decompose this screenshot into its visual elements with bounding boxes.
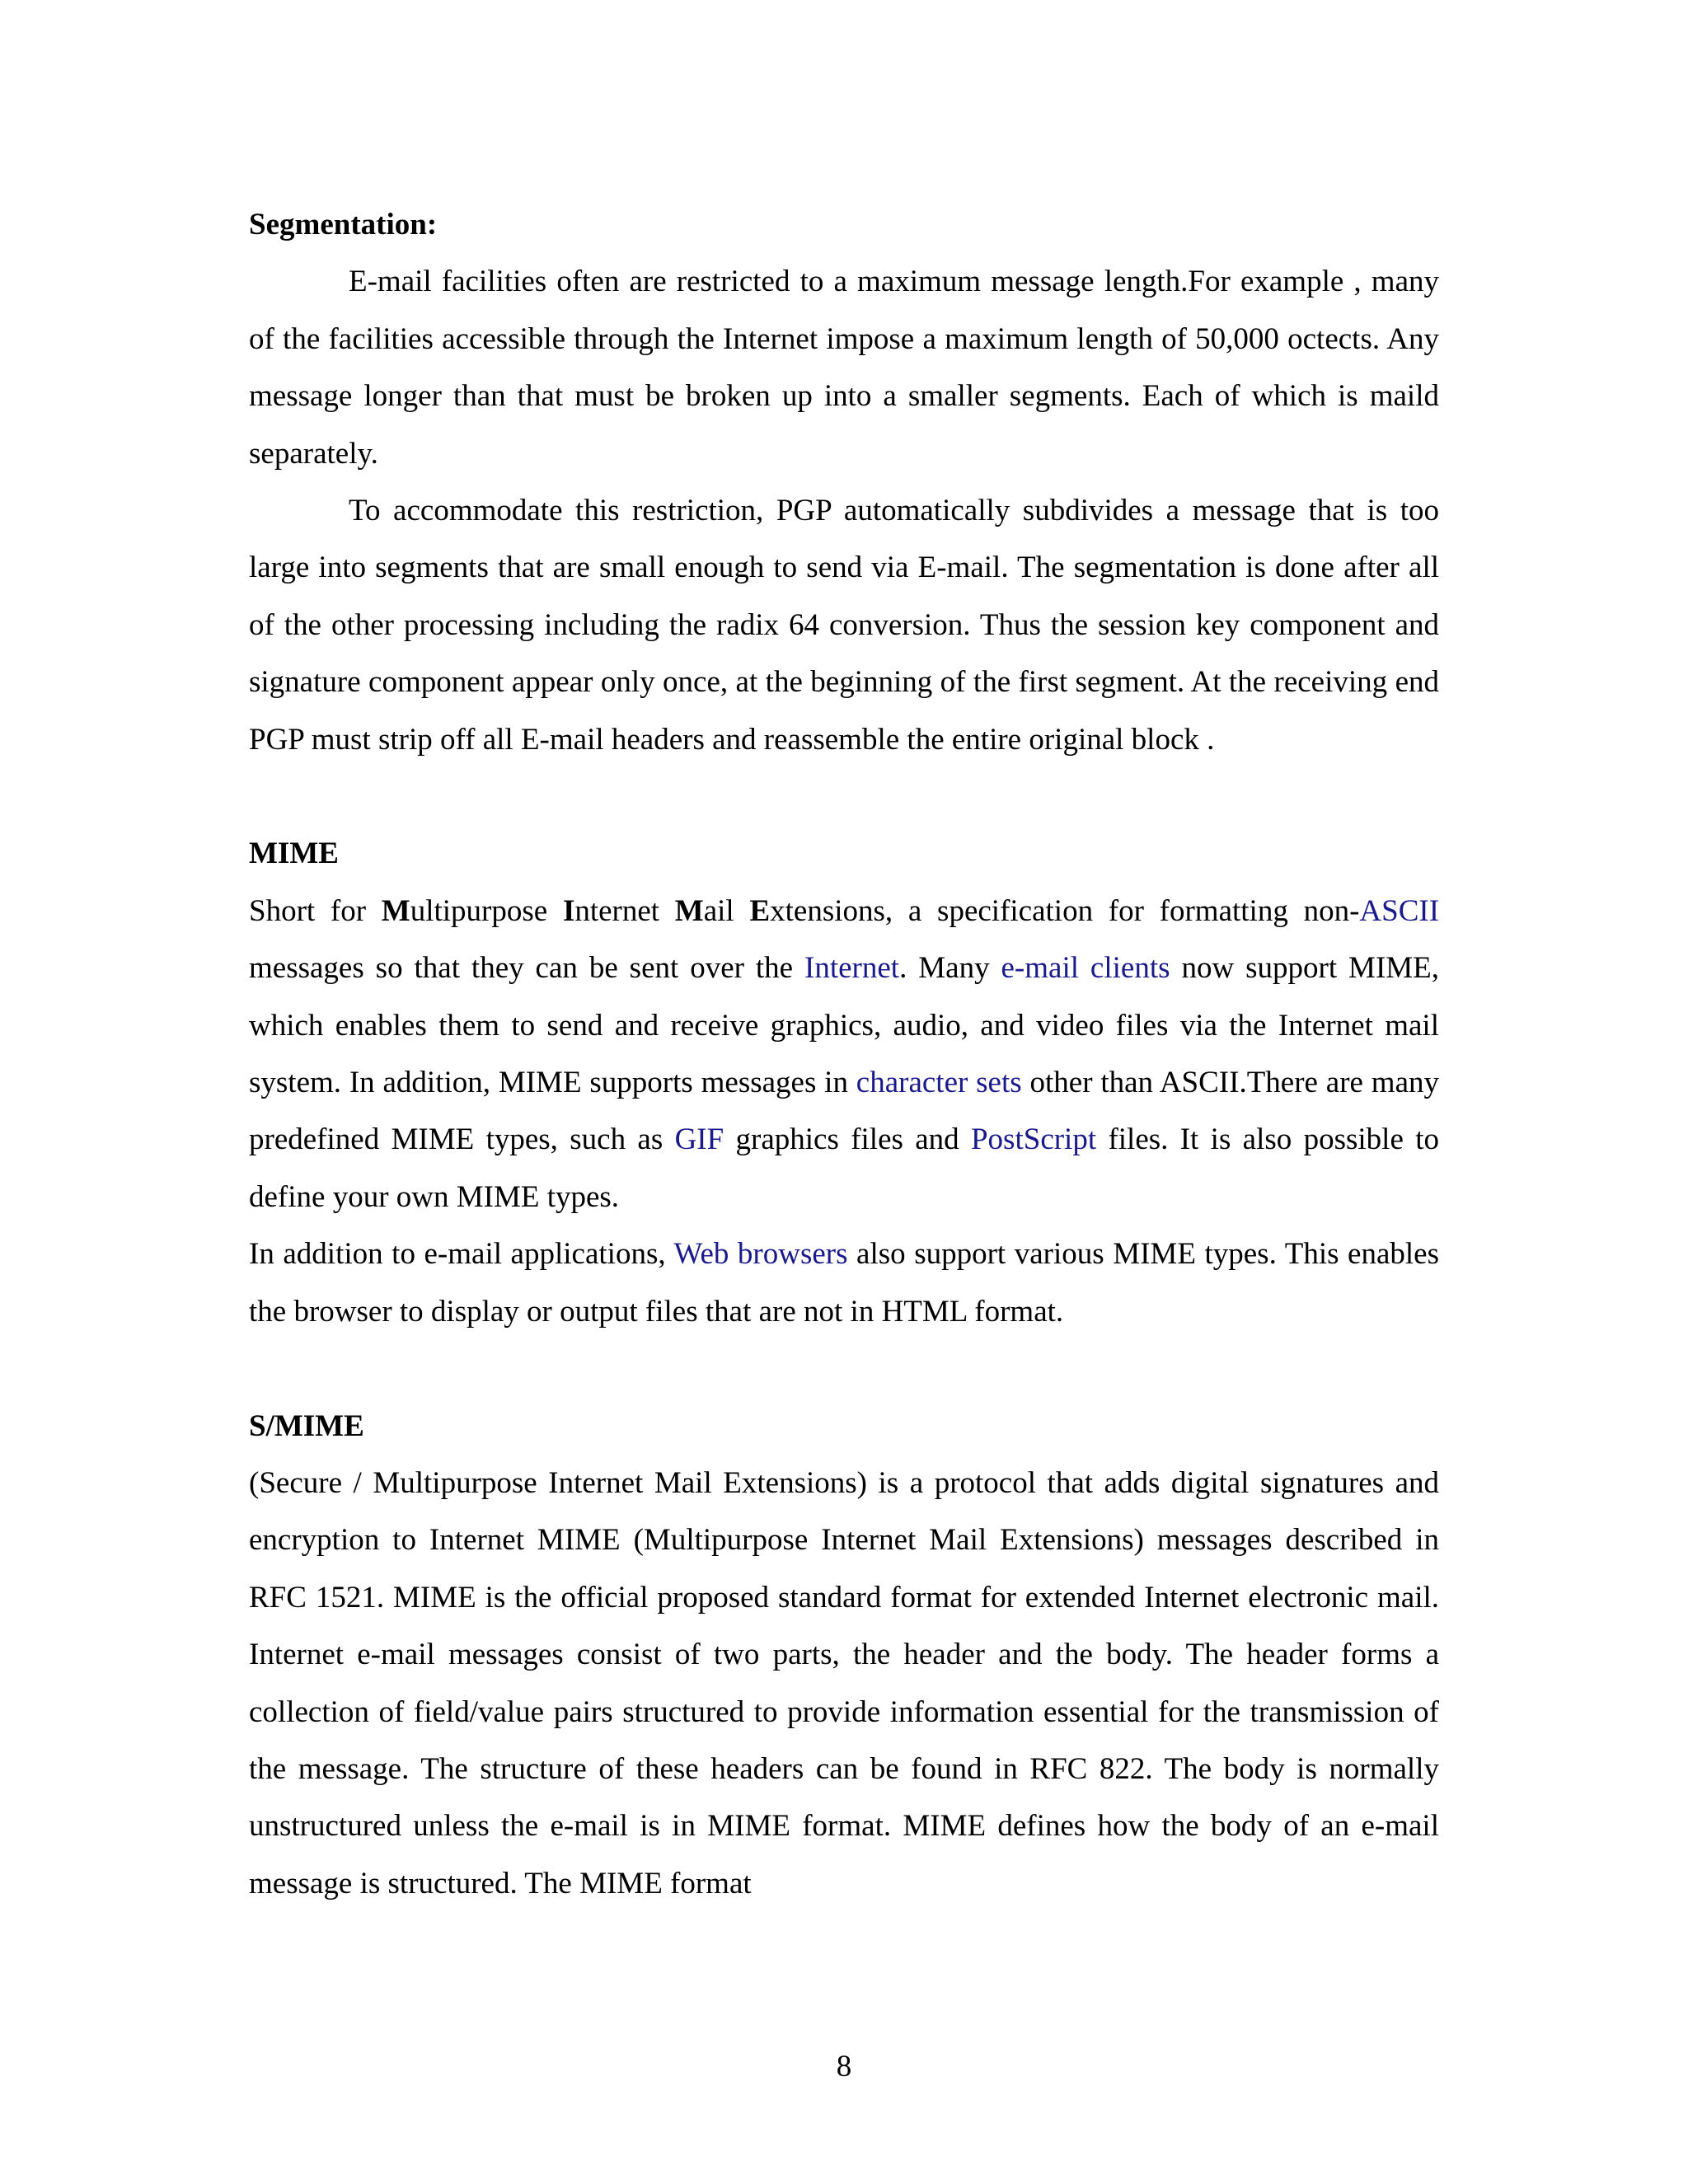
ascii-link[interactable]: ASCII [1359, 893, 1440, 928]
gif-link[interactable]: GIF [674, 1122, 724, 1157]
text-run: In addition to e-mail applications, [249, 1237, 674, 1272]
internet-link[interactable]: Internet [804, 951, 900, 986]
text-run: nternet [574, 893, 675, 928]
text-run: Short for [249, 893, 382, 928]
section-spacer [249, 1340, 1439, 1397]
bold-initial: I [562, 893, 575, 928]
mime-paragraph-2 [249, 1226, 1439, 1340]
text-run: other than ASCII.There are many predefined MIME types, such as [249, 1066, 1439, 1157]
text-run: also support various MIME types. This enables the browser to display or output files that are not in HTML format. [249, 1237, 1439, 1329]
segmentation-paragraph-2: To accommodate this restriction, PGP automatically subdivides a message that is too large into segments that are small enough to send via E-mail. The segmentation is done after all of the other processing including the radix 64 conversion. Thus the session key component and signature component appear only once, at the beginning of the first segment. At the receiving end PGP must strip off all E-mail headers and reassemble the entire original block . [249, 494, 1439, 757]
bold-initial: M [674, 893, 704, 928]
bold-initial: E [749, 893, 771, 928]
text-run: ail [703, 893, 750, 928]
segmentation-heading: Segmentation: [249, 208, 438, 241]
mime-paragraph-1 [249, 883, 1439, 1226]
smime-paragraph: (Secure / Multipurpose Internet Mail Extensions) is a protocol that adds digital signatures and encryption to Internet MIME (Multipurpose Internet Mail Extensions) messages described in RFC 1521. MIME is the official proposed standard format for extended Internet electronic mail. Internet e-mail messages consist of two parts, the header and the body. The header forms a collection of field/value pairs structured to provide information essential for the transmission of the message. The structure of these headers can be found in RFC 822. The body is normally unstructured unless the e-mail is in MIME format. MIME defines how the body of an e-mail message is structured. The MIME format [249, 1465, 1439, 1900]
smime-heading: S/MIME [249, 1408, 364, 1443]
email-clients-link[interactable]: e-mail clients [1001, 951, 1170, 986]
character-sets-link[interactable]: character sets [856, 1066, 1022, 1100]
segmentation-paragraph-1: E-mail facilities often are restricted to a maximum message length.For example , many of the facilities accessible through the Internet impose a maximum length of 50,000 octects. Any message longer than that must be broken up into a smaller segments. Each of which is maild separately. [249, 265, 1439, 471]
text-run: now support MIME, which enables them to send and receive graphics, audio, and video files via the Internet mail system. In addition, MIME supports messages in [249, 951, 1440, 1100]
text-run: graphics files and [724, 1122, 971, 1157]
text-run: ultipurpose [410, 893, 563, 928]
section-spacer [249, 768, 1439, 825]
text-run: . Many [899, 951, 1001, 986]
bold-initial: M [381, 893, 410, 928]
page-content [249, 196, 1439, 1912]
text-run: messages so that they can be sent over the [249, 951, 805, 986]
text-run: files. It is also possible to define your own MIME types. [249, 1122, 1439, 1214]
web-browsers-link[interactable]: Web browsers [673, 1237, 848, 1272]
postscript-link[interactable]: PostScript [970, 1122, 1097, 1157]
mime-heading: MIME [249, 837, 339, 871]
text-run: xtensions, a specification for formatting non- [770, 893, 1360, 928]
page-number: 8 [836, 2050, 852, 2083]
